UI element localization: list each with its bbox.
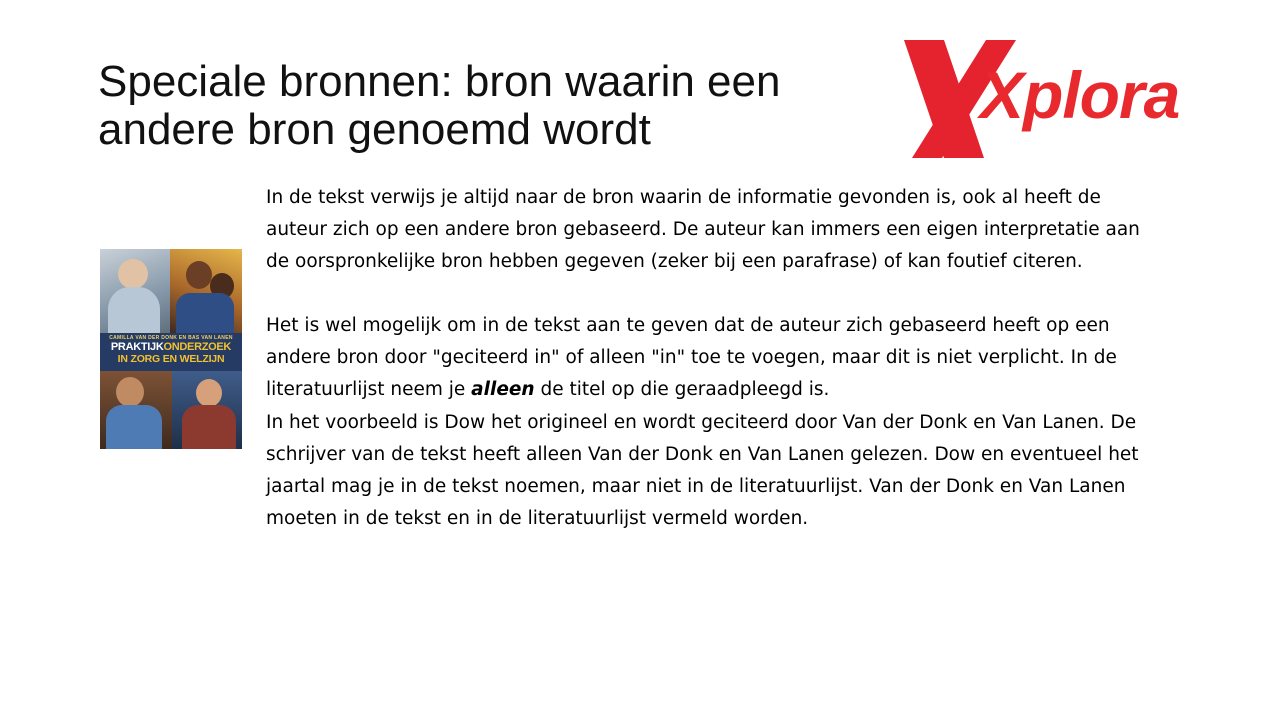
book-cover-title-line-2: IN ZORG EN WELZIJN <box>117 353 225 365</box>
paragraph-cited-in-text-1: Het is wel mogelijk om in de tekst aan te geven dat de auteur zich gebaseerd heeft op een andere bron door "geciteerd in" of alleen "in" toe te voegen, maar dit is niet verplicht. In de literatuurlijst neem je <box>266 315 1117 401</box>
book-cover-title-part-2: ONDERZOEK <box>163 341 232 353</box>
paragraph-cited-in <box>266 310 1166 406</box>
emphasis-alleen: alleen <box>471 379 535 401</box>
slide-title-line-2: andere bron genoemd wordt <box>98 105 651 154</box>
book-cover-image <box>100 249 242 449</box>
body-text <box>266 182 1166 535</box>
book-cover-title <box>102 341 240 365</box>
slide-title <box>98 58 858 154</box>
book-cover-title-part-1: PRAKTIJK <box>110 341 164 353</box>
xplora-wordmark: Xplora <box>980 58 1180 132</box>
book-cover-authors: CAMILLA VAN DER DONK EN BAS VAN LANEN <box>109 335 233 341</box>
paragraph-example: In het voorbeeld is Dow het origineel en wordt geciteerd door Van der Donk en Van Lanen. De schrijver van de tekst heeft alleen Van der Donk en Van Lanen gelezen. Dow en eventueel het jaartal mag je in de tekst noemen, maar niet in de literatuurlijst. Van der Donk en Van Lanen moeten in de tekst en in de literatuurlijst vermeld worden. <box>266 411 1139 529</box>
paragraph-source-reference: In de tekst verwijs je altijd naar de bron waarin de informatie gevonden is, ook al heeft de auteur zich op een andere bron gebaseerd. De auteur kan immers een eigen interpretatie aan de oorspronkelijke bron hebben gegeven (zeker bij een parafrase) of kan foutief citeren. <box>266 187 1140 273</box>
xplora-logo <box>898 32 1190 164</box>
paragraph-cited-in-text-2: de titel op die geraadpleegd is. <box>534 379 830 401</box>
slide-title-line-1: Speciale bronnen: bron waarin een <box>98 57 781 106</box>
